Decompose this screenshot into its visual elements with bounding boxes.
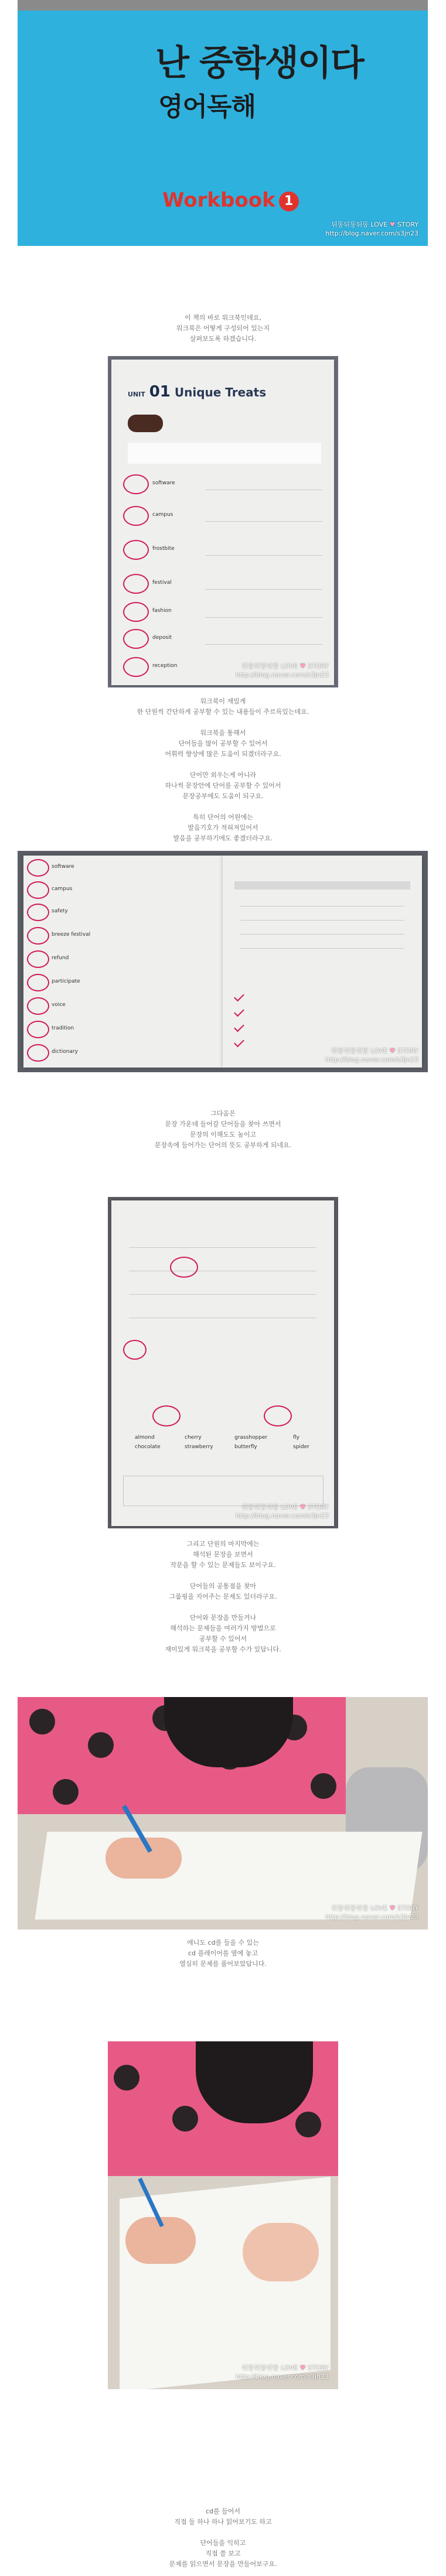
- unit-header: UNIT 01 Unique Treats: [128, 383, 267, 401]
- cover-workbook-label: [162, 189, 299, 212]
- watermark: 뒤뚱뒤뚱뒤뚱 LOVE ♥ STORY http://blog.naver.com/s3jn23: [325, 1904, 418, 1921]
- exercise-page-photo: [108, 1197, 338, 1528]
- heart-icon: ♥: [389, 1904, 396, 1912]
- watermark-story: STORY: [397, 221, 418, 228]
- right-page: [223, 856, 422, 1068]
- caption-3: 그다음은 문장 가운데 들어갈 단어들을 찾아 쓰면서 문장의 이해도도 높이고 문장속에 들어가는 단어의 뜻도 공부하게 되네요.: [154, 1110, 292, 1149]
- workbook-volume: 1: [279, 191, 299, 211]
- watermark: 뒤뚱뒤뚱뒤뚱 LOVE ♥ STORY http://blog.naver.com/s3jn23: [325, 1047, 418, 1063]
- left-page: software campus safety breeze festival refund participate voice tradition dictionary: [23, 856, 223, 1068]
- heart-icon: ♥: [299, 662, 306, 670]
- heart-icon: ♥: [389, 1047, 396, 1055]
- caption-5: 에니도 cd를 들을 수 있는 cd 플레이어를 옆에 놓고 열심히 문제를 풀어보았답니다.: [179, 1939, 267, 1968]
- cover-subtitle: 영어독해: [158, 92, 256, 122]
- closeup-writing-photo: [108, 2041, 338, 2389]
- instruction-box: [128, 443, 321, 464]
- heart-icon: ♥: [389, 221, 396, 228]
- watermark: 뒤뚱뒤뚱뒤뚱 LOVE ♥ STORY http://blog.naver.com/s3jn23: [236, 662, 329, 679]
- watermark-url: http://blog.naver.com/s3jn23: [325, 230, 418, 237]
- caption-4: 그리고 단원의 마지막에는 해석된 문장을 보면서 작문을 할 수 있는 문제들도 보이구요. 단어들의 공통점을 찾아 그룹핑을 지어주는 문제도 있더라구요. 단어와 문장을 만들거나 해석하는 문제들을 여러가지 방법으로 공부할 수 있어서 재미있게 워크북을 공부할 수가 있답니다.: [165, 1540, 281, 1653]
- heart-icon: ♥: [299, 1503, 306, 1511]
- watermark: 뒤뚱뒤뚱뒤뚱 LOVE ♥ STORY http://blog.naver.com/s3jn23: [236, 1503, 329, 1520]
- child-writing-photo: [18, 1697, 428, 1930]
- step-badge: [128, 415, 163, 432]
- other-hand: [243, 2223, 319, 2281]
- top-strip: [18, 0, 428, 11]
- workbook-text: Workbook: [162, 189, 275, 212]
- watermark-name: 뒤뚱뒤뚱뒤뚱 LOVE: [331, 221, 388, 228]
- spread-photo: [18, 851, 428, 1072]
- watermark: 뒤뚱뒤뚱뒤뚱 LOVE ♥ STORY http://blog.naver.com/s3jn23: [236, 2364, 329, 2380]
- caption-2: 워크북이 재밌게 한 단원씩 간단하게 공부할 수 있는 내용들이 주르륵있는데요. 워크북을 통해서 단어들을 많이 공부할 수 있어서 어휘력 향상에 많은 도움이 되겠더라구요. 단어만 외우는게 아니라 하나씩 문장안에 단어를 공부할 수 있어서 문장공부에도 도움이 되구요. 특히 단어의 어원에는 발음기호가 적혀져있어서 발음을 공부하기에도 좋겠더라구요.: [137, 697, 309, 842]
- heart-icon: ♥: [299, 2364, 306, 2372]
- cover-title: 난 중학생이다: [155, 43, 363, 84]
- caption-6: cd를 들어서 직접 들 하나 하나 읽어보기도 하고 단어들을 익히고 직접 쓸 보고 문제를 읽으면서 문장을 만들어보구요.: [169, 2507, 277, 2568]
- workbook-page: UNIT 01 Unique Treats software campus frostbite festival fashion deposit reception: [111, 360, 334, 685]
- unit-page-photo: [108, 356, 338, 687]
- watermark: [325, 220, 418, 238]
- cover-photo: [18, 0, 428, 246]
- exercise-page: almond cherry grasshopper fly chocolate strawberry butterfly spider: [111, 1200, 334, 1526]
- caption-1: 이 책의 바로 워크북인데요, 워크북은 어떻게 구성되어 있는지 살펴보도록 하겠습니다.: [176, 314, 270, 343]
